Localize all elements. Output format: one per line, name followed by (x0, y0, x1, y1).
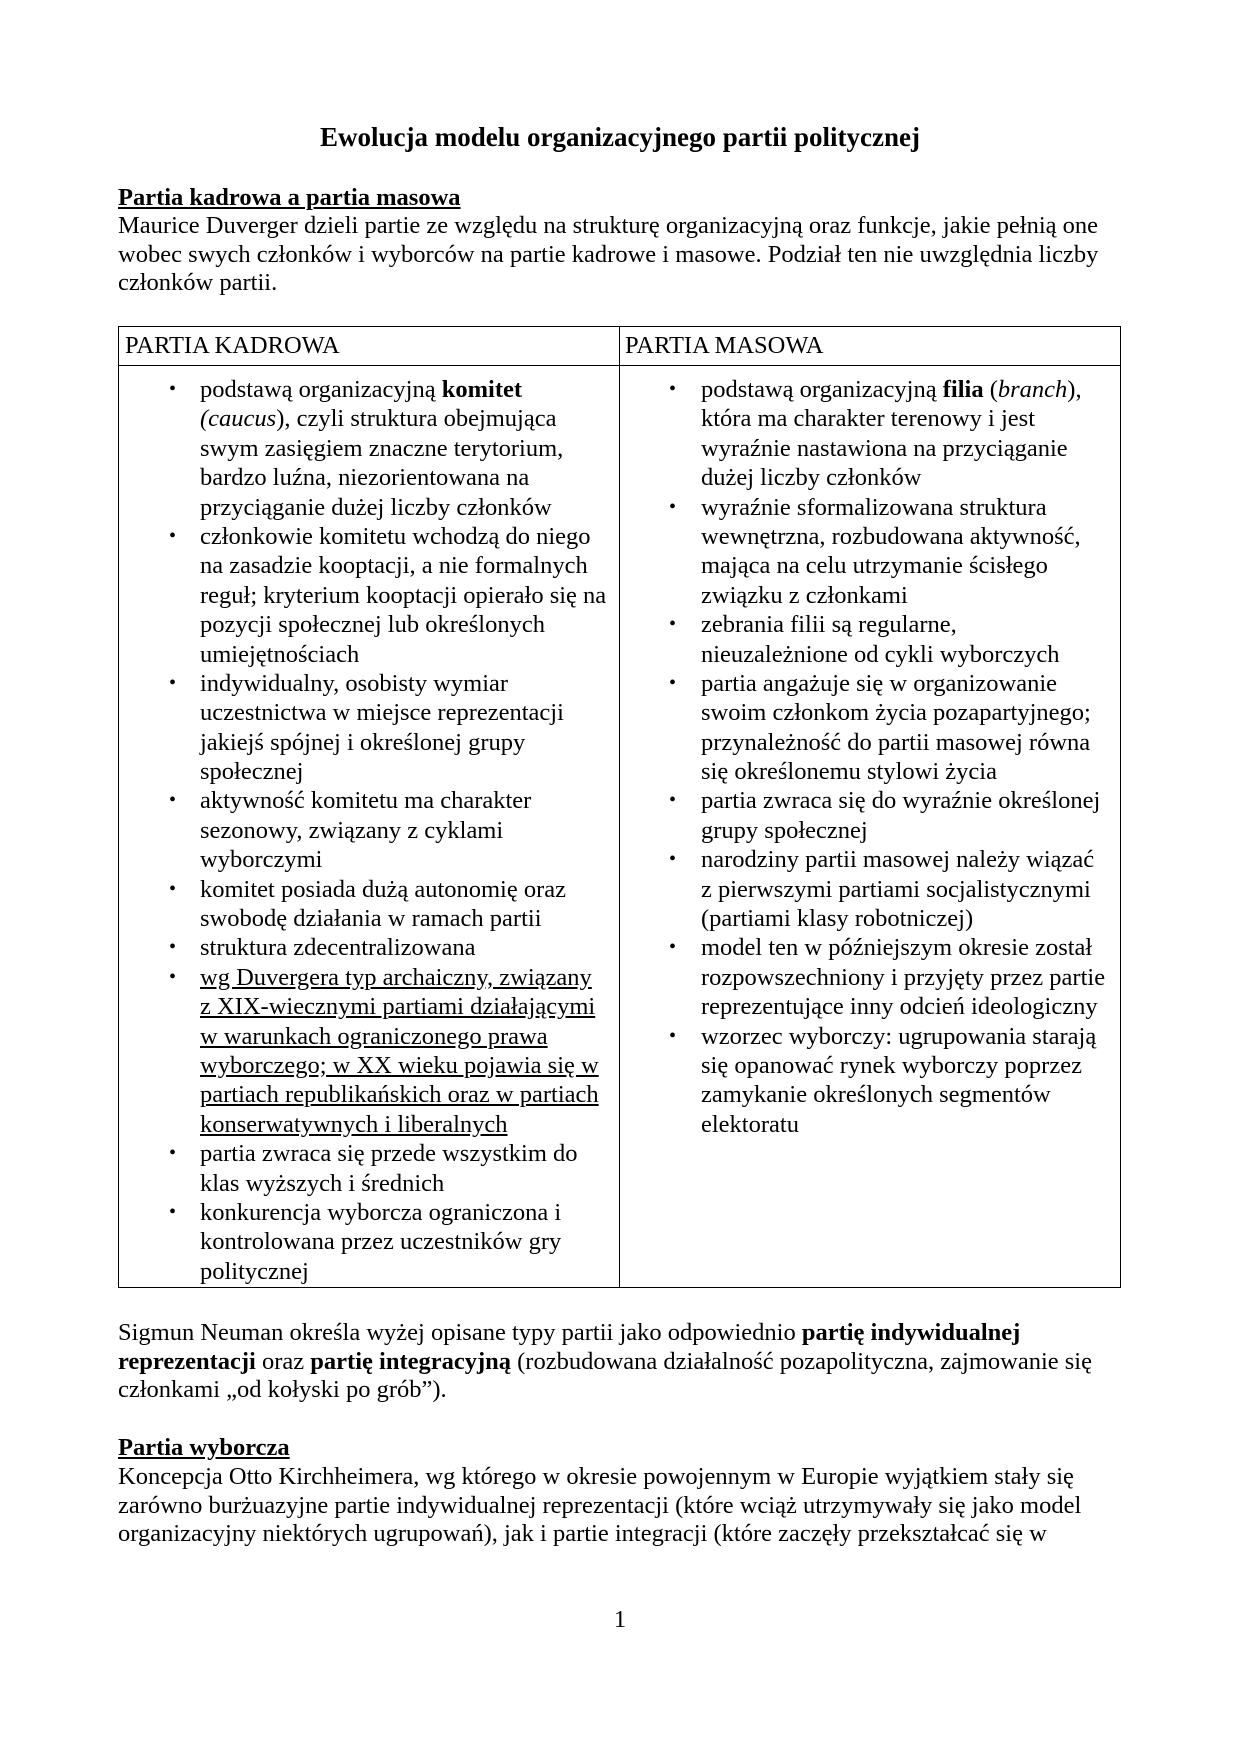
bullet-text (701, 845, 1094, 874)
text-line: grupy społecznej (701, 816, 868, 844)
italic-text: (caucus (200, 405, 277, 433)
bullet-text (200, 1022, 548, 1051)
text-line: wzorzec wyborczy: ugrupowania starają (701, 1022, 1097, 1050)
document-title: Ewolucja modelu organizacyjnego partii politycznej (320, 122, 920, 152)
text-line: dużej liczby członków (701, 464, 922, 492)
bullet-icon: • (169, 965, 177, 988)
bullet-text (701, 551, 1048, 580)
bullet-text (200, 933, 475, 962)
text-line: pozycji społecznej lub określonych (200, 611, 545, 639)
bullet-text (701, 1080, 1051, 1109)
bullet-icon: • (669, 789, 677, 812)
bullet-text (701, 728, 1090, 757)
text-line: partia angażuje się w organizowanie (701, 669, 1058, 697)
bullet-text (200, 669, 508, 698)
column-header-mass-party: PARTIA MASOWA (625, 332, 824, 359)
bullet-text (200, 581, 606, 610)
paragraph-line (118, 212, 1098, 241)
text-line: z pierwszymi partiami socjalistycznymi (701, 875, 1091, 903)
header-divider (119, 365, 1120, 366)
bullet-text (200, 375, 522, 404)
bullet-text (701, 610, 957, 639)
bullet-icon: • (669, 936, 677, 959)
text-line: uczestnictwa w miejsce reprezentacji (200, 699, 564, 727)
column-header-cadre-party: PARTIA KADROWA (125, 332, 340, 359)
bullet-text (200, 551, 588, 580)
bullet-text (200, 992, 595, 1021)
bullet-text (701, 963, 1105, 992)
paragraph-line (118, 269, 1098, 298)
bullet-text (200, 610, 545, 639)
text-line: rozpowszechniony i przyjęty przez partie (701, 963, 1106, 991)
bullet-icon: • (169, 877, 177, 900)
bullet-text (701, 522, 1081, 551)
text-segment: podstawą organizacyjną (701, 376, 943, 403)
bullet-icon: • (169, 1142, 177, 1165)
bullet-text (200, 845, 322, 874)
text-line: członkami „od kołyski po grób”). (118, 1376, 447, 1403)
underlined-text: konserwatywnych i liberalnych (200, 1110, 508, 1138)
text-line: swym zasięgiem znaczne terytorium, (200, 434, 564, 462)
text-segment: ( (983, 376, 998, 403)
bullet-text (701, 640, 1060, 669)
bullet-text (200, 1051, 599, 1080)
bold-text: partię indywidualnej (801, 1319, 1021, 1346)
text-segment: Sigmun Neuman określa wyżej opisane typy partii jako odpowiednio (118, 1319, 802, 1346)
paragraph-line (118, 1348, 1092, 1377)
text-line: klas wyższych i średnich (200, 1169, 445, 1197)
text-line: sezonowy, związany z cyklami (200, 816, 504, 844)
bullet-icon: • (669, 378, 677, 400)
paragraph-line (118, 1520, 1081, 1549)
text-line: społecznej (200, 758, 304, 786)
underlined-text: partiach republikańskich oraz w partiach (200, 1081, 599, 1109)
bullet-text (200, 1139, 578, 1168)
text-line: wyborczymi (200, 846, 323, 874)
text-line: struktura zdecentralizowana (200, 934, 476, 962)
text-line: swobodę działania w ramach partii (200, 905, 542, 933)
bullet-text (200, 875, 566, 904)
underlined-text: wyborczego; w XX wieku pojawia się w (200, 1051, 599, 1079)
bullet-text (701, 875, 1091, 904)
text-line: swoim członkom życia pozapartyjnego; (701, 699, 1091, 727)
bold-text: partię integracyjną (310, 1347, 512, 1375)
paragraph-line (118, 1376, 1092, 1405)
bullet-text (701, 1022, 1096, 1051)
text-line: zarówno burżuazyjne partie indywidualnej reprezentacji (które wciąż utrzymywały się jako model (118, 1491, 1082, 1519)
bullet-text (701, 463, 921, 492)
text-line: narodziny partii masowej należy wiązać (701, 846, 1095, 874)
text-line: wobec swych członków i wyborców na partie kadrowe i masowe. Podział ten nie uwzględnia liczby (118, 240, 1099, 268)
text-line: zebrania filii są regularne, (701, 611, 957, 639)
bullet-text (200, 463, 529, 492)
paragraph-line (118, 1492, 1081, 1521)
bullet-text (200, 757, 303, 786)
text-line: zamykanie określonych segmentów (701, 1081, 1051, 1109)
bullet-text (701, 816, 868, 845)
underlined-text: w warunkach ograniczonego prawa (200, 1022, 548, 1050)
bullet-icon: • (169, 789, 177, 812)
text-line: partia zwraca się przede wszystkim do (200, 1140, 578, 1168)
text-line: reguł; kryterium kooptacji opierało się na (200, 581, 607, 609)
text-line: się określonemu stylowi życia (701, 758, 997, 786)
page-number: 1 (613, 1606, 627, 1633)
text-line: członkowie komitetu wchodzą do niego (200, 522, 591, 550)
bullet-text (701, 698, 1091, 727)
text-line: umiejętnościach (200, 640, 360, 668)
column-divider (619, 327, 620, 1287)
text-line: nieuzależnione od cykli wyborczych (701, 640, 1060, 668)
bullet-text (200, 434, 563, 463)
text-line: która ma charakter terenowy i jest (701, 405, 1036, 433)
bullet-text (200, 904, 542, 933)
bullet-text (701, 375, 1082, 404)
text-line: się opanować rynek wyborczy poprzez (701, 1051, 1082, 1079)
text-line: wyraźnie sformalizowana struktura (701, 493, 1047, 521)
text-line: (partiami klasy robotniczej) (701, 905, 974, 933)
intro-paragraph (118, 212, 1098, 298)
text-line: Koncepcja Otto Kirchheimera, wg którego w okresie powojennym w Europie wyjątkiem stały się (118, 1463, 1074, 1490)
text-line: przynależność do partii masowej równa (701, 728, 1091, 756)
text-line: bardzo luźna, niezorientowana na (200, 464, 530, 492)
text-line: partia zwraca się do wyraźnie określonej (701, 787, 1101, 815)
text-line: związku z członkami (701, 581, 908, 609)
bullet-text (701, 1051, 1082, 1080)
bullet-icon: • (169, 936, 177, 959)
bullet-text (200, 404, 556, 433)
bullet-text (701, 757, 997, 786)
section-heading-cadre-vs-mass: Partia kadrowa a partia masowa (118, 184, 461, 211)
bullet-icon: • (169, 671, 177, 694)
bullet-icon: • (669, 671, 677, 694)
text-line: komitet posiada dużą autonomię oraz (200, 875, 567, 903)
bullet-text (200, 1198, 561, 1227)
paragraph-line (118, 241, 1098, 270)
text-line: elektoratu (701, 1110, 799, 1138)
text-line: organizacyjny niektórych ugrupowań), jak i partie integracji (które zaczęły przekształcać się w (118, 1520, 1047, 1547)
text-line: Maurice Duverger dzieli partie ze względu na strukturę organizacyjną oraz funkcje, jakie pełnią one (118, 212, 1099, 239)
comparison-table (118, 326, 1121, 1288)
bullet-text (200, 640, 359, 669)
bullet-icon: • (669, 613, 677, 636)
bullet-icon: • (169, 1200, 177, 1223)
bullet-text (701, 669, 1057, 698)
bullet-icon: • (669, 848, 677, 871)
bold-text: komitet (441, 376, 523, 403)
bullet-text (701, 404, 1035, 433)
text-line: konkurencja wyborcza ograniczona i (200, 1198, 562, 1226)
text-line: na zasadzie kooptacji, a nie formalnych (200, 552, 588, 580)
bullet-text (701, 786, 1100, 815)
text-line: mająca na celu utrzymanie ścisłego (701, 552, 1048, 580)
bullet-icon: • (669, 1024, 677, 1047)
bullet-text (200, 728, 525, 757)
kirchheimer-paragraph (118, 1463, 1081, 1549)
text-line: politycznej (200, 1257, 309, 1285)
bullet-text (200, 522, 591, 551)
text-segment: podstawą organizacyjną (200, 376, 442, 403)
bullet-icon: • (169, 524, 177, 547)
bullet-text (701, 933, 1092, 962)
text-line: kontrolowana przez uczestników gry (200, 1228, 562, 1256)
bullet-text (701, 493, 1047, 522)
text-line: indywidualny, osobisty wymiar (200, 669, 509, 697)
bold-text: filia (942, 376, 984, 403)
text-segment: ), czyli struktura obejmująca (276, 405, 557, 433)
bullet-icon: • (169, 378, 177, 400)
bullet-text (200, 1169, 444, 1198)
paragraph-line (118, 1463, 1081, 1492)
bullet-icon: • (669, 495, 677, 518)
text-line: wyraźnie nastawiona na przyciąganie (701, 434, 1068, 462)
underlined-text: wg Duvergera typ archaiczny, związany (200, 963, 592, 991)
bold-text: reprezentacji (118, 1347, 256, 1375)
text-line: reprezentujące inny odcień ideologiczny (701, 993, 1098, 1021)
text-line: model ten w późniejszym okresie został (701, 934, 1093, 962)
text-line: przyciąganie dużej liczby członków (200, 493, 552, 521)
bullet-text (701, 581, 908, 610)
bullet-text (701, 904, 973, 933)
text-line: członków partii. (118, 269, 278, 296)
text-segment: oraz (255, 1347, 311, 1375)
text-line: wewnętrzna, rozbudowana aktywność, (701, 522, 1081, 550)
text-segment: (rozbudowana działalność pozapolityczna, zajmowanie się (511, 1347, 1092, 1375)
bullet-text (200, 1257, 309, 1286)
neuman-paragraph (118, 1319, 1092, 1405)
text-segment: ), (1067, 376, 1082, 403)
bullet-text (701, 1110, 799, 1139)
bullet-text (200, 786, 531, 815)
bullet-text (200, 816, 503, 845)
bullet-text (200, 698, 564, 727)
bullet-text (200, 963, 592, 992)
text-line: aktywność komitetu ma charakter (200, 787, 532, 815)
italic-text: branch (997, 376, 1068, 403)
bullet-text (701, 434, 1068, 463)
underlined-text: z XIX-wiecznymi partiami działającymi (200, 993, 596, 1021)
bullet-text (200, 1110, 508, 1139)
text-line: jakiejś spójnej i określonej grupy (200, 728, 526, 756)
bullet-text (701, 992, 1098, 1021)
bullet-text (200, 1227, 561, 1256)
section-heading-electoral-party: Partia wyborcza (118, 1434, 290, 1461)
paragraph-line (118, 1319, 1092, 1348)
bullet-text (200, 1080, 599, 1109)
bullet-text (200, 493, 552, 522)
